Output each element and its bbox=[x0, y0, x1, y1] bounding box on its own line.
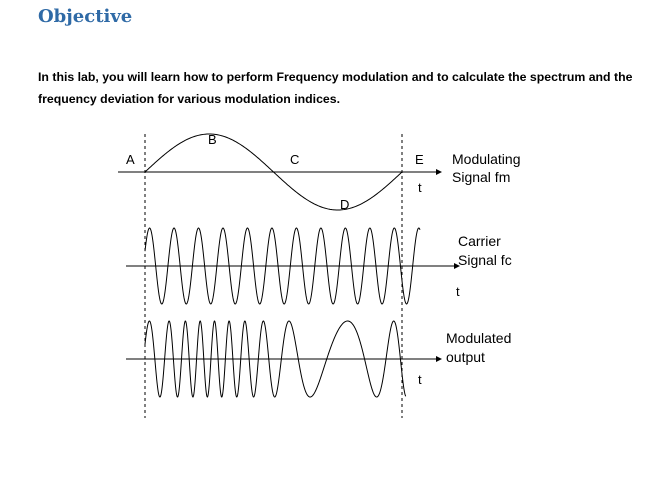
time-label-modulated: t bbox=[418, 372, 422, 387]
fm-diagram bbox=[118, 126, 538, 426]
point-label-a: A bbox=[126, 152, 135, 167]
modulating-label-line2: Signal fm bbox=[452, 169, 511, 185]
modulating-axis-arrow bbox=[436, 169, 442, 175]
point-label-b: B bbox=[208, 132, 217, 147]
carrier-label-line2: Signal fc bbox=[458, 252, 512, 268]
modulated-label-line1: Modulated bbox=[446, 330, 512, 346]
time-label-carrier: t bbox=[456, 284, 460, 299]
carrier-label-line1: Carrier bbox=[458, 233, 501, 249]
point-label-d: D bbox=[340, 197, 350, 212]
point-label-c: C bbox=[290, 152, 300, 167]
intro-paragraph: In this lab, you will learn how to perform Frequency modulation and to calculate the spectrum and the frequency deviation for various modulation indices. bbox=[38, 70, 633, 106]
section-heading: Objective bbox=[38, 6, 133, 27]
point-label-e: E bbox=[415, 152, 424, 167]
time-label-modulating: t bbox=[418, 180, 422, 195]
modulated-axis-arrow bbox=[436, 356, 442, 362]
modulated-label-line2: output bbox=[446, 349, 485, 365]
modulating-label-line1: Modulating bbox=[452, 151, 521, 167]
